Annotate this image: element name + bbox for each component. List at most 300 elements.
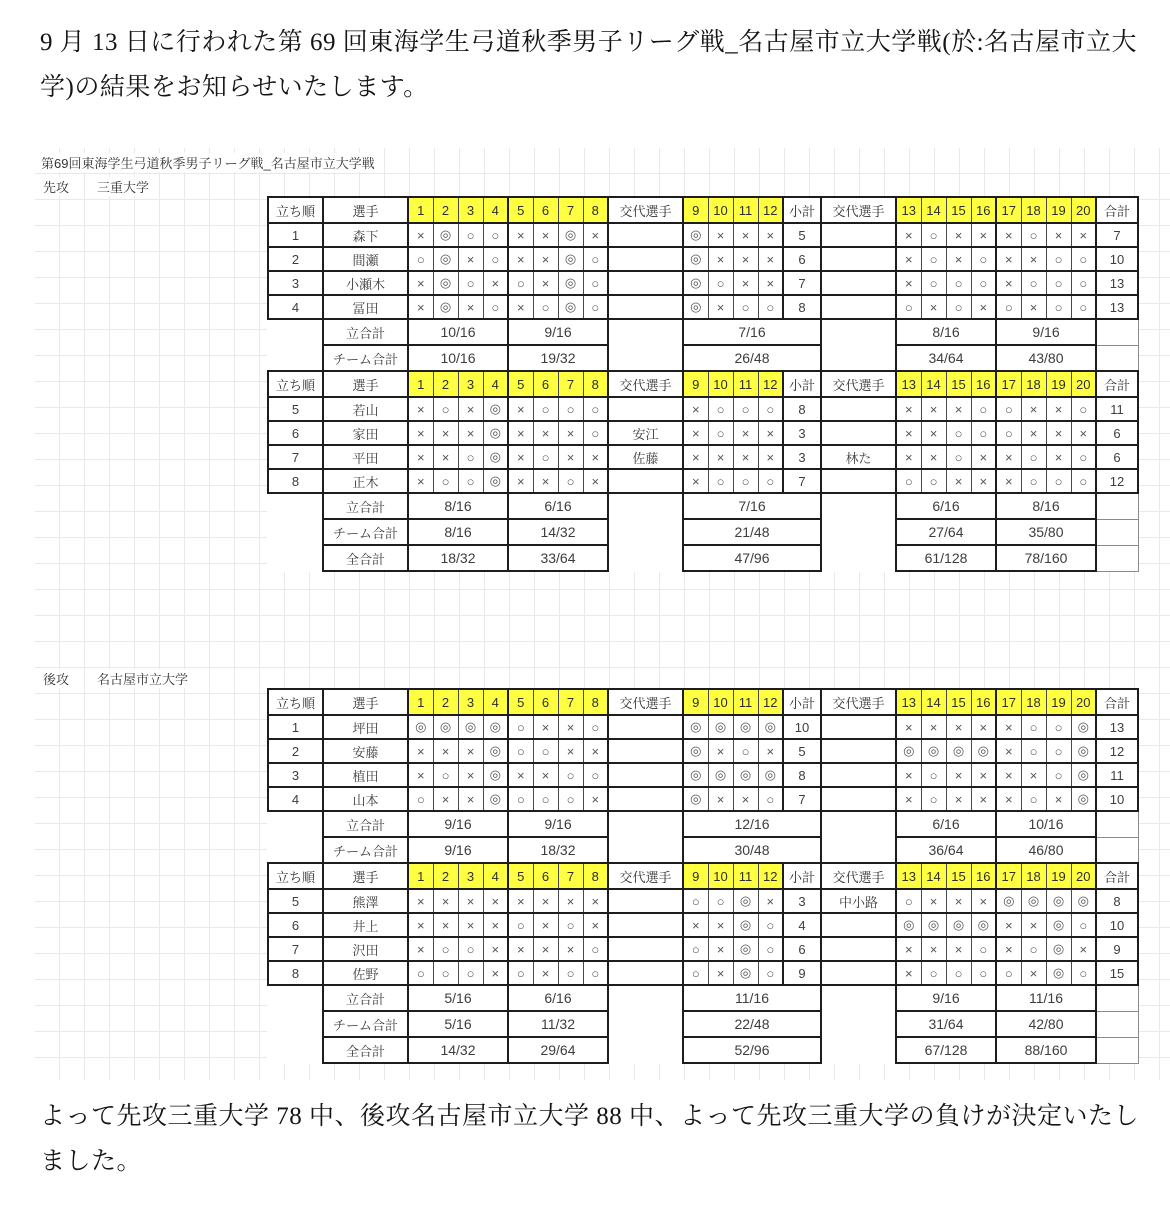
team-total-value: 31/64 (896, 1011, 996, 1037)
shot-mark-cell: ◎ (733, 937, 758, 961)
total-cell: 13 (1096, 715, 1138, 739)
tachi-total-value: 7/16 (683, 319, 821, 345)
col-header-shot: 6 (533, 863, 558, 889)
substitute-cell (608, 295, 683, 319)
shot-mark-cell: × (971, 787, 996, 811)
tachi-total-value: 9/16 (508, 811, 608, 837)
tachi-total-label: 立合計 (323, 493, 408, 519)
shot-mark-cell: × (533, 223, 558, 247)
player-row (268, 397, 1138, 421)
tachi-total-value: 10/16 (996, 811, 1096, 837)
shot-mark-cell: × (1021, 295, 1046, 319)
empty-cell (268, 985, 323, 1011)
team-total-value: 27/64 (896, 519, 996, 545)
shot-mark-cell: ◎ (483, 397, 508, 421)
col-header-shot: 20 (1071, 197, 1096, 223)
substitute-cell (821, 295, 896, 319)
shot-mark-cell: ○ (1021, 787, 1046, 811)
grand-total-value: 33/64 (508, 545, 608, 571)
col-header-shot: 17 (996, 197, 1021, 223)
substitute-cell (608, 937, 683, 961)
shot-mark-cell: × (408, 271, 433, 295)
player-row (268, 787, 1138, 811)
empty-total-cell (1096, 811, 1138, 837)
tachi-total-value: 11/16 (996, 985, 1096, 1011)
team-total-value: 26/48 (683, 345, 821, 371)
substitute-cell (608, 961, 683, 985)
grand-total-label: 全合計 (323, 545, 408, 571)
col-header-shot: 8 (583, 863, 608, 889)
shot-mark-cell: ◎ (483, 739, 508, 763)
subtotal-cell: 3 (783, 445, 821, 469)
shot-mark-cell: ○ (583, 421, 608, 445)
subtotal-cell: 8 (783, 397, 821, 421)
shot-mark-cell: ◎ (433, 295, 458, 319)
empty-cell (268, 545, 323, 571)
shot-mark-cell: ○ (433, 937, 458, 961)
shot-mark-cell: ◎ (946, 739, 971, 763)
shot-mark-cell: × (971, 223, 996, 247)
shot-mark-cell: ○ (408, 247, 433, 271)
shot-mark-cell: ○ (1046, 739, 1071, 763)
shot-mark-cell: × (946, 397, 971, 421)
substitute-cell: 中小路 (821, 889, 896, 913)
col-header-shot: 18 (1021, 689, 1046, 715)
grand-total-value: 47/96 (683, 545, 821, 571)
col-header-shot: 5 (508, 863, 533, 889)
total-cell: 13 (1096, 271, 1138, 295)
col-header-shot: 6 (533, 371, 558, 397)
shot-mark-cell: ○ (533, 445, 558, 469)
shot-mark-cell: × (433, 739, 458, 763)
shot-mark-cell: ○ (996, 295, 1021, 319)
shot-mark-cell: ○ (1046, 763, 1071, 787)
col-header-shot: 11 (733, 863, 758, 889)
subtotal-cell: 3 (783, 889, 821, 913)
col-header-player: 選手 (323, 689, 408, 715)
player-name-cell: 井上 (323, 913, 408, 937)
shot-mark-cell: × (1046, 445, 1071, 469)
shot-mark-cell: ○ (558, 763, 583, 787)
tachi-total-label: 立合計 (323, 319, 408, 345)
tachi-total-value: 8/16 (996, 493, 1096, 519)
shot-mark-cell: ◎ (733, 889, 758, 913)
order-cell: 1 (268, 223, 323, 247)
team-total-value: 11/32 (508, 1011, 608, 1037)
col-header-shot: 15 (946, 689, 971, 715)
shot-mark-cell: ○ (458, 223, 483, 247)
empty-cell (821, 493, 896, 519)
col-header-shot: 16 (971, 689, 996, 715)
col-header-shot: 3 (458, 371, 483, 397)
shot-mark-cell: ○ (1071, 271, 1096, 295)
empty-total-cell (1096, 345, 1138, 371)
substitute-cell (821, 739, 896, 763)
tachi-total-value: 9/16 (408, 811, 508, 837)
shot-mark-cell: × (408, 739, 433, 763)
shot-mark-cell: ◎ (733, 763, 758, 787)
shot-mark-cell: × (758, 247, 783, 271)
player-row (268, 421, 1138, 445)
shot-mark-cell: ◎ (1071, 715, 1096, 739)
empty-cell (608, 985, 683, 1011)
team-total-value: 22/48 (683, 1011, 821, 1037)
shot-mark-cell: × (508, 469, 533, 493)
shot-mark-cell: ◎ (683, 295, 708, 319)
col-header-subtotal: 小計 (783, 197, 821, 223)
col-header-shot: 4 (483, 863, 508, 889)
subtotal-cell: 6 (783, 247, 821, 271)
shot-mark-cell: ◎ (683, 715, 708, 739)
player-row (268, 961, 1138, 985)
col-header-shot: 9 (683, 863, 708, 889)
shot-mark-cell: ○ (996, 397, 1021, 421)
shot-mark-cell: × (508, 247, 533, 271)
shot-mark-cell: × (458, 421, 483, 445)
shot-mark-cell: ○ (583, 961, 608, 985)
column-header-row (268, 689, 1138, 715)
shot-mark-cell: × (996, 787, 1021, 811)
shot-mark-cell: ○ (558, 787, 583, 811)
empty-total-cell (1096, 985, 1138, 1011)
score-block (267, 196, 1139, 372)
empty-total-cell (1096, 1011, 1138, 1037)
shot-mark-cell: × (533, 271, 558, 295)
total-cell: 10 (1096, 913, 1138, 937)
empty-cell (268, 493, 323, 519)
substitute-cell (821, 715, 896, 739)
col-header-order: 立ち順 (268, 863, 323, 889)
col-header-shot: 12 (758, 863, 783, 889)
tachi-total-row (268, 985, 1138, 1011)
order-cell: 2 (268, 247, 323, 271)
shot-mark-cell: ○ (483, 295, 508, 319)
shot-mark-cell: ○ (1021, 715, 1046, 739)
shot-mark-cell: × (896, 445, 921, 469)
shot-mark-cell: × (1046, 223, 1071, 247)
col-header-shot: 4 (483, 197, 508, 223)
substitute-cell (608, 247, 683, 271)
shot-mark-cell: × (458, 787, 483, 811)
shot-mark-cell: × (896, 247, 921, 271)
col-header-shot: 18 (1021, 371, 1046, 397)
substitute-cell (608, 469, 683, 493)
order-cell: 3 (268, 763, 323, 787)
shot-mark-cell: ◎ (758, 715, 783, 739)
col-header-shot: 16 (971, 863, 996, 889)
empty-cell (268, 519, 323, 545)
shot-mark-cell: ◎ (1071, 889, 1096, 913)
shot-mark-cell: ○ (558, 961, 583, 985)
team-total-value: 19/32 (508, 345, 608, 371)
order-cell: 5 (268, 889, 323, 913)
subtotal-cell: 5 (783, 739, 821, 763)
shot-mark-cell: ○ (921, 247, 946, 271)
shot-mark-cell: ○ (971, 961, 996, 985)
substitute-cell (608, 223, 683, 247)
shot-mark-cell: × (758, 445, 783, 469)
col-header-shot: 13 (896, 863, 921, 889)
shot-mark-cell: × (896, 421, 921, 445)
shot-mark-cell: × (458, 295, 483, 319)
shot-mark-cell: ◎ (921, 739, 946, 763)
shot-mark-cell: ○ (946, 271, 971, 295)
col-header-substitute: 交代選手 (608, 689, 683, 715)
col-header-shot: 6 (533, 197, 558, 223)
shot-mark-cell: × (683, 913, 708, 937)
team-total-row (268, 345, 1138, 371)
shot-mark-cell: × (508, 295, 533, 319)
player-name-cell: 家田 (323, 421, 408, 445)
shot-mark-cell: ◎ (733, 913, 758, 937)
col-header-shot: 14 (921, 863, 946, 889)
substitute-cell (608, 913, 683, 937)
shot-mark-cell: × (458, 889, 483, 913)
player-row (268, 445, 1138, 469)
shot-mark-cell: ○ (758, 469, 783, 493)
shot-mark-cell: ○ (733, 397, 758, 421)
col-header-shot: 13 (896, 689, 921, 715)
shot-mark-cell: × (533, 469, 558, 493)
col-header-total: 合計 (1096, 371, 1138, 397)
player-row (268, 913, 1138, 937)
shot-mark-cell: ◎ (971, 913, 996, 937)
subtotal-cell: 3 (783, 421, 821, 445)
col-header-shot: 11 (733, 371, 758, 397)
col-header-shot: 2 (433, 863, 458, 889)
shot-mark-cell: ○ (458, 961, 483, 985)
col-header-shot: 5 (508, 689, 533, 715)
tachi-total-value: 6/16 (896, 811, 996, 837)
score-block (267, 862, 1139, 1064)
col-header-shot: 19 (1046, 371, 1071, 397)
grand-total-value: 14/32 (408, 1037, 508, 1063)
shot-mark-cell: ○ (583, 271, 608, 295)
shot-mark-cell: ○ (408, 961, 433, 985)
total-cell: 9 (1096, 937, 1138, 961)
shot-mark-cell: ◎ (896, 739, 921, 763)
col-header-total: 合計 (1096, 197, 1138, 223)
shot-mark-cell: ◎ (921, 913, 946, 937)
shot-mark-cell: ○ (683, 937, 708, 961)
empty-cell (268, 1037, 323, 1063)
col-header-shot: 20 (1071, 371, 1096, 397)
substitute-cell (821, 469, 896, 493)
shot-mark-cell: × (708, 739, 733, 763)
player-row (268, 271, 1138, 295)
substitute-cell: 佐藤 (608, 445, 683, 469)
shot-mark-cell: ◎ (433, 247, 458, 271)
shot-mark-cell: × (1071, 223, 1096, 247)
shot-mark-cell: × (433, 889, 458, 913)
shot-mark-cell: ◎ (558, 247, 583, 271)
col-header-substitute: 交代選手 (608, 371, 683, 397)
col-header-order: 立ち順 (268, 371, 323, 397)
substitute-cell (821, 223, 896, 247)
shot-mark-cell: ○ (583, 763, 608, 787)
shot-mark-cell: ○ (996, 421, 1021, 445)
team-section-1 (35, 174, 1170, 572)
shot-mark-cell: ◎ (558, 295, 583, 319)
team-total-row (268, 519, 1138, 545)
shot-mark-cell: ◎ (408, 715, 433, 739)
shot-mark-cell: × (996, 763, 1021, 787)
shot-mark-cell: × (758, 889, 783, 913)
shot-mark-cell: × (758, 739, 783, 763)
tachi-total-value: 9/16 (508, 319, 608, 345)
shot-mark-cell: ◎ (483, 445, 508, 469)
shot-mark-cell: × (408, 223, 433, 247)
col-header-shot: 10 (708, 689, 733, 715)
shot-mark-cell: ○ (758, 397, 783, 421)
empty-total-cell (1096, 319, 1138, 345)
team-total-label: チーム合計 (323, 837, 408, 863)
order-cell: 2 (268, 739, 323, 763)
col-header-shot: 3 (458, 863, 483, 889)
shot-mark-cell: ◎ (483, 787, 508, 811)
shot-mark-cell: ○ (433, 763, 458, 787)
col-header-order: 立ち順 (268, 197, 323, 223)
shot-mark-cell: ○ (683, 889, 708, 913)
shot-mark-cell: × (996, 469, 1021, 493)
shot-mark-cell: × (758, 421, 783, 445)
shot-mark-cell: × (583, 739, 608, 763)
shot-mark-cell: ○ (921, 763, 946, 787)
col-header-shot: 1 (408, 689, 433, 715)
empty-cell (608, 811, 683, 837)
shot-mark-cell: ◎ (996, 889, 1021, 913)
shot-mark-cell: ○ (508, 913, 533, 937)
shot-mark-cell: × (408, 397, 433, 421)
shot-mark-cell: ○ (946, 295, 971, 319)
shot-mark-cell: × (896, 787, 921, 811)
player-row (268, 223, 1138, 247)
shot-mark-cell: ◎ (1046, 889, 1071, 913)
shot-mark-cell: × (683, 445, 708, 469)
col-header-shot: 16 (971, 197, 996, 223)
tachi-total-value: 10/16 (408, 319, 508, 345)
col-header-shot: 20 (1071, 863, 1096, 889)
shot-mark-cell: × (408, 937, 433, 961)
empty-cell (821, 837, 896, 863)
col-header-shot: 3 (458, 197, 483, 223)
shot-mark-cell: × (508, 421, 533, 445)
shot-mark-cell: × (971, 715, 996, 739)
shot-mark-cell: × (921, 937, 946, 961)
shot-mark-cell: × (583, 913, 608, 937)
shot-mark-cell: × (458, 397, 483, 421)
team-total-value: 46/80 (996, 837, 1096, 863)
shot-mark-cell: ○ (533, 295, 558, 319)
empty-cell (821, 1037, 896, 1063)
shot-mark-cell: ○ (1071, 295, 1096, 319)
shot-mark-cell: × (508, 397, 533, 421)
tachi-total-value: 6/16 (508, 985, 608, 1011)
shot-mark-cell: × (533, 421, 558, 445)
total-cell: 7 (1096, 223, 1138, 247)
shot-mark-cell: × (708, 295, 733, 319)
col-header-shot: 12 (758, 689, 783, 715)
shot-mark-cell: ◎ (558, 223, 583, 247)
shot-mark-cell: ○ (508, 787, 533, 811)
col-header-shot: 12 (758, 371, 783, 397)
subtotal-cell: 7 (783, 271, 821, 295)
shot-mark-cell: ○ (758, 937, 783, 961)
order-cell: 1 (268, 715, 323, 739)
shot-mark-cell: × (733, 271, 758, 295)
shot-mark-cell: ○ (508, 739, 533, 763)
shot-mark-cell: × (508, 445, 533, 469)
player-row (268, 295, 1138, 319)
shot-mark-cell: ◎ (896, 913, 921, 937)
col-header-shot: 15 (946, 863, 971, 889)
shot-mark-cell: ◎ (483, 469, 508, 493)
score-block (267, 370, 1139, 572)
col-header-shot: 9 (683, 197, 708, 223)
empty-cell (608, 519, 683, 545)
shot-mark-cell: × (508, 937, 533, 961)
total-cell: 11 (1096, 397, 1138, 421)
subtotal-cell: 7 (783, 469, 821, 493)
col-header-shot: 1 (408, 863, 433, 889)
shot-mark-cell: × (533, 715, 558, 739)
substitute-cell (821, 961, 896, 985)
shot-mark-cell: × (733, 445, 758, 469)
shot-mark-cell: × (1071, 937, 1096, 961)
player-name-cell: 沢田 (323, 937, 408, 961)
grand-total-value: 29/64 (508, 1037, 608, 1063)
grand-total-value: 52/96 (683, 1037, 821, 1063)
shot-mark-cell: ○ (433, 397, 458, 421)
shot-mark-cell: × (558, 889, 583, 913)
col-header-shot: 14 (921, 371, 946, 397)
col-header-player: 選手 (323, 863, 408, 889)
col-header-substitute: 交代選手 (821, 371, 896, 397)
shot-mark-cell: ◎ (1071, 787, 1096, 811)
shot-mark-cell: × (458, 247, 483, 271)
team-name: 名古屋市立大学 (95, 669, 190, 688)
player-name-cell: 坪田 (323, 715, 408, 739)
shot-mark-cell: × (483, 913, 508, 937)
shot-mark-cell: ○ (758, 787, 783, 811)
col-header-shot: 5 (508, 197, 533, 223)
shot-mark-cell: ◎ (683, 763, 708, 787)
substitute-cell (821, 397, 896, 421)
shot-mark-cell: ○ (896, 469, 921, 493)
total-cell: 15 (1096, 961, 1138, 985)
col-header-shot: 15 (946, 371, 971, 397)
shot-mark-cell: ○ (971, 937, 996, 961)
shot-mark-cell: × (733, 787, 758, 811)
empty-total-cell (1096, 1037, 1138, 1063)
team-total-value: 42/80 (996, 1011, 1096, 1037)
subtotal-cell: 8 (783, 763, 821, 787)
tachi-total-row (268, 493, 1138, 519)
shot-mark-cell: ○ (458, 445, 483, 469)
col-header-shot: 7 (558, 197, 583, 223)
shot-mark-cell: ◎ (683, 271, 708, 295)
shot-mark-cell: × (996, 913, 1021, 937)
tachi-total-value: 5/16 (408, 985, 508, 1011)
empty-cell (821, 1011, 896, 1037)
team-total-value: 18/32 (508, 837, 608, 863)
team-total-value: 5/16 (408, 1011, 508, 1037)
shot-mark-cell: ○ (1046, 469, 1071, 493)
shot-mark-cell: ◎ (558, 271, 583, 295)
empty-cell (821, 985, 896, 1011)
shot-mark-cell: ○ (533, 787, 558, 811)
shot-mark-cell: × (946, 223, 971, 247)
